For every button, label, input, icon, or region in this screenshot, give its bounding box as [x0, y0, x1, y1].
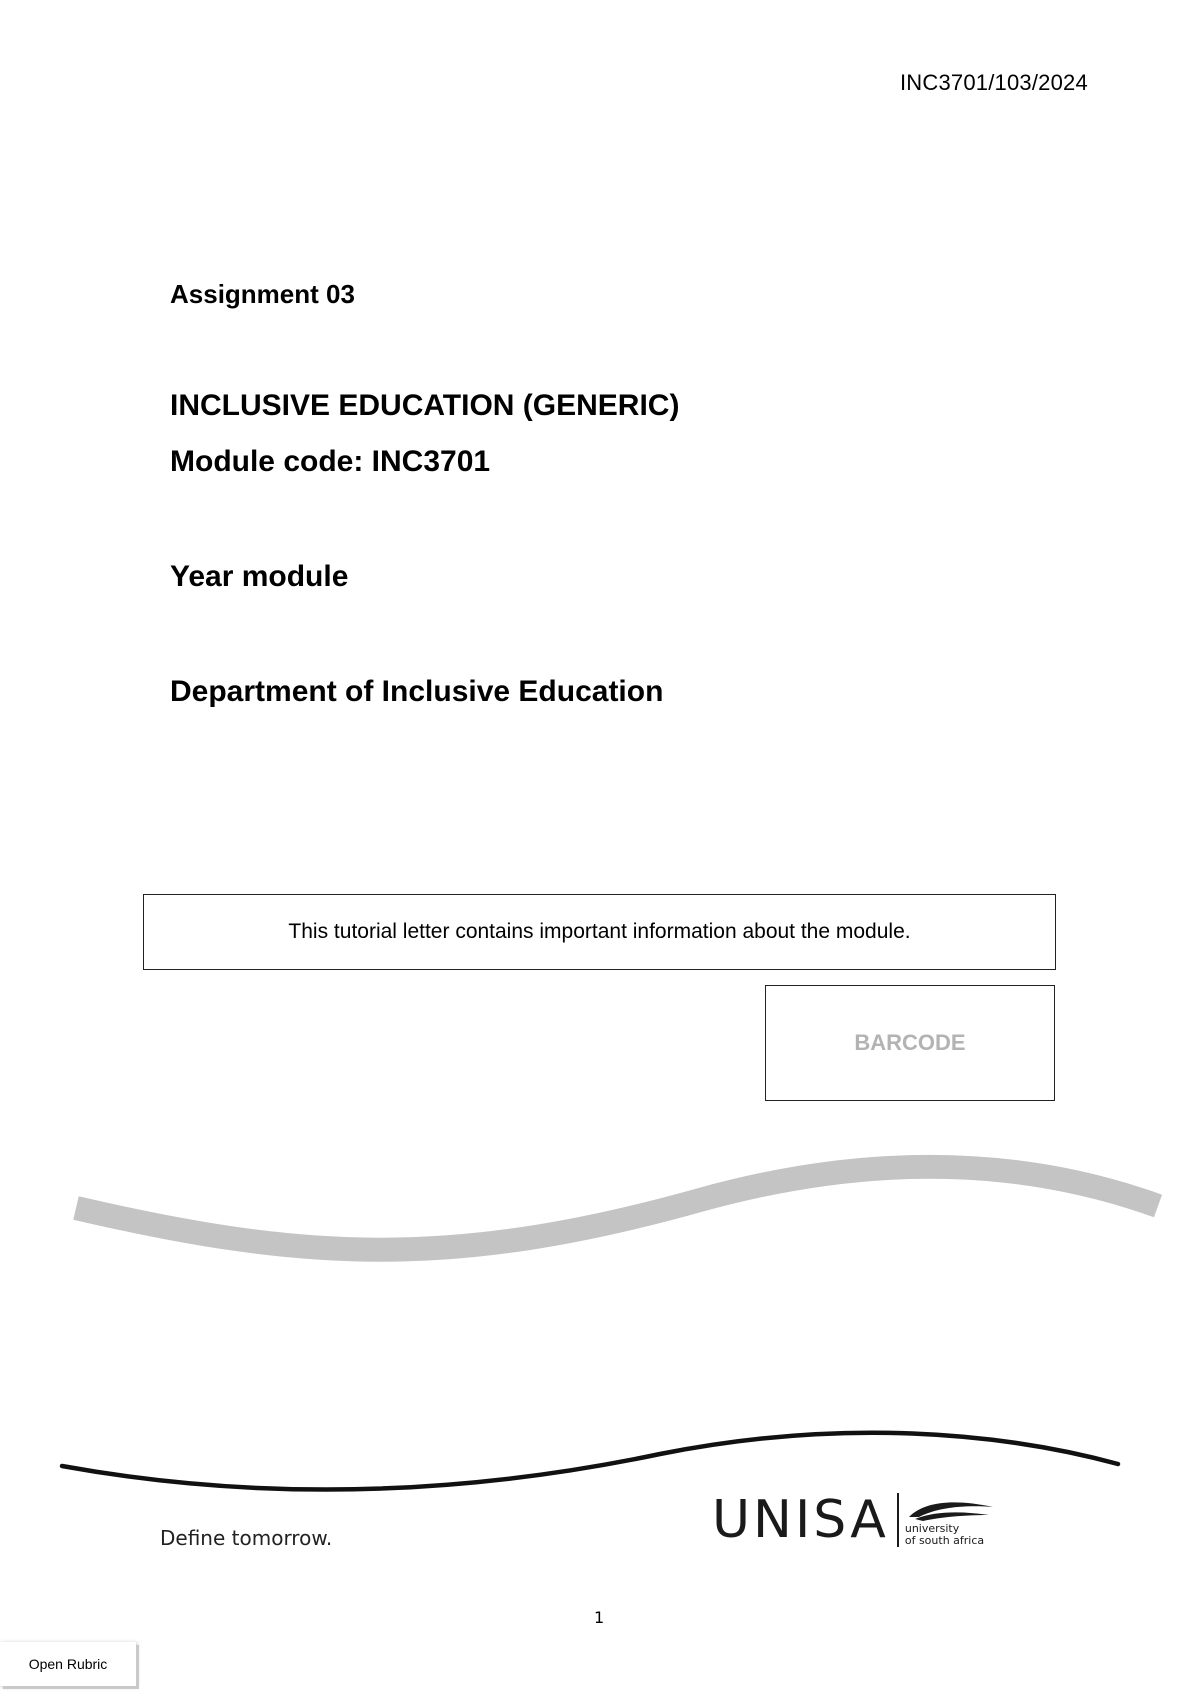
- black-wave-line: [62, 1433, 1118, 1490]
- open-rubric-button[interactable]: Open Rubric: [0, 1642, 136, 1686]
- logo-subtext-group: [905, 1493, 997, 1547]
- barcode-placeholder: [765, 985, 1055, 1101]
- notice-text: This tutorial letter contains important information about the module.: [288, 920, 911, 943]
- bird-wing-icon: [905, 1497, 997, 1523]
- logo-sub-line1: university: [904, 1522, 960, 1535]
- module-type: Year module: [170, 560, 349, 593]
- notice-box: [143, 894, 1056, 970]
- department-name: Department of Inclusive Education: [170, 675, 664, 708]
- module-title: INCLUSIVE EDUCATION (GENERIC): [170, 389, 680, 422]
- page-number: 1: [594, 1608, 605, 1627]
- gray-wave-band: [76, 1167, 1158, 1250]
- unisa-logo: [712, 1490, 997, 1550]
- logo-separator: [897, 1493, 899, 1547]
- module-code: Module code: INC3701: [170, 445, 491, 478]
- document-code: INC3701/103/2024: [900, 70, 1088, 95]
- unisa-wordmark: UNISA: [712, 1490, 889, 1550]
- logo-sub-line2: of south africa: [904, 1534, 985, 1547]
- tagline: Define tomorrow.: [160, 1526, 333, 1550]
- assignment-label: Assignment 03: [170, 279, 355, 309]
- barcode-label: BARCODE: [854, 1030, 966, 1055]
